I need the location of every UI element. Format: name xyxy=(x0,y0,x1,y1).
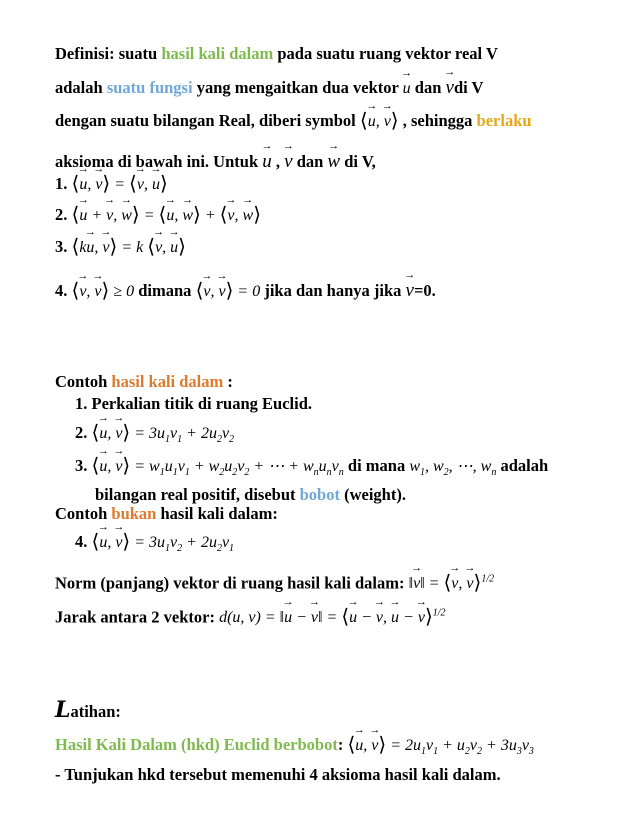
term-bobot: bobot xyxy=(299,485,340,504)
vector-u: → u xyxy=(403,79,411,99)
example-number: 2. xyxy=(75,423,88,442)
axiom-number: 1. xyxy=(55,174,68,193)
axiom-formula: ⟨k→ u, → v⟩ = k ⟨→ v, → u⟩ xyxy=(72,239,186,256)
example-3 xyxy=(75,456,548,483)
example-number: 4. xyxy=(75,532,88,551)
axiom-3 xyxy=(55,237,186,258)
term-bukan: bukan xyxy=(111,504,157,523)
example-formula: ⟨→ u, → v⟩ = $w_1u_1v_1 + w_2u_2v_2$ + ⋯ + $w_nu_nv_n$ xyxy=(92,458,344,475)
example-number: 3. xyxy=(75,456,88,475)
axiom-formula: ⟨→ u, → v⟩ = ⟨→ v, → u⟩ xyxy=(72,176,168,193)
symbol-inner-product: ⟨→ u, → v⟩ xyxy=(360,113,399,130)
text: yang mengaitkan dua vektor xyxy=(192,78,403,97)
definition-line-1 xyxy=(55,44,498,64)
example-formula: ⟨→ u, → v⟩ = $3u_1v_1 + 2u_2v_2$ xyxy=(92,425,235,442)
term-berlaku: berlaku xyxy=(476,111,532,130)
text: Jarak antara 2 vektor: xyxy=(55,607,220,627)
axiom-formula: ⟨→ v, → v⟩ ≥ 0 xyxy=(72,283,135,300)
text: Definisi: suatu xyxy=(55,44,162,63)
text: aksioma di bawah ini. Untuk xyxy=(55,152,263,171)
vector-v: → v xyxy=(446,78,454,98)
example-4 xyxy=(75,532,234,559)
weights: $w_1$, $w_2$, ⋯, $w_n$ xyxy=(409,458,497,479)
example-formula: ⟨→ u, → v⟩ = $3u_1v_2 + 2u_2v_1$ xyxy=(92,534,235,551)
text: adalah xyxy=(55,78,107,97)
decorative-initial: L xyxy=(55,697,71,723)
vector-u: → u xyxy=(262,152,272,172)
text: adalah xyxy=(496,456,549,475)
term-hasil-kali-dalam: hasil kali dalam xyxy=(161,44,274,63)
text: dan xyxy=(292,152,328,171)
axiom-formula-zero: ⟨→ v, → v⟩ = 0 xyxy=(196,283,261,300)
axiom-4 xyxy=(55,281,436,302)
text: dengan suatu bilangan Real, diberi symbol xyxy=(55,111,360,130)
exercise-task xyxy=(55,765,501,785)
axiom-formula: ⟨→ u + → v, → w⟩ = ⟨→ u, → w⟩ + ⟨→ v, → w⟩ xyxy=(72,207,262,224)
text: =0. xyxy=(413,281,436,300)
norm-line xyxy=(55,570,494,594)
text: di V, xyxy=(340,152,376,171)
text: jika dan hanya jika xyxy=(260,281,406,300)
example-1 xyxy=(75,394,312,414)
text: dimana xyxy=(134,281,196,300)
exercise-formula: ⟨→ u, → v⟩ = $2u_1v_1 + u_2v_2 + 3u_3v_3$ xyxy=(347,737,533,754)
text: : xyxy=(337,735,344,754)
text: (weight). xyxy=(339,485,406,504)
text: : xyxy=(223,372,233,391)
text: 1. Perkalian titik di ruang Euclid. xyxy=(75,394,312,413)
vector-w: → w xyxy=(327,152,340,172)
text: hasil kali dalam: xyxy=(156,504,278,523)
example-3-cont xyxy=(95,485,406,505)
axiom-2 xyxy=(55,205,261,226)
exercise-title xyxy=(55,697,121,723)
text: bilangan real positif, disebut xyxy=(95,485,300,504)
term-hasil-kali-dalam: hasil kali dalam xyxy=(111,372,224,391)
text: Contoh xyxy=(55,504,112,523)
definition-line-3 xyxy=(55,111,532,132)
text: Contoh xyxy=(55,372,112,391)
norm-formula: ‖→ v‖ = ⟨→ v, → v⟩$^{1/2}$ xyxy=(409,575,495,592)
distance-formula: d(u, v) = ‖→ u − → v‖ = ⟨→ u − → v, → u − → v⟩$^{1/2}$ xyxy=(219,609,445,626)
text: pada suatu ruang vektor real V xyxy=(273,44,498,63)
text: di V xyxy=(453,78,484,97)
text: , sehingga xyxy=(398,111,477,130)
distance-line xyxy=(55,604,446,628)
definition-line-4: aksioma di bawah ini. Untuk → u , → v dan → w di V, xyxy=(55,152,376,172)
text: di mana xyxy=(343,456,410,475)
examples-title xyxy=(55,372,233,392)
axiom-1 xyxy=(55,174,168,195)
axiom-number: 4. xyxy=(55,281,68,300)
vector-v: → v xyxy=(284,152,292,172)
term-suatu-fungsi: suatu fungsi xyxy=(106,78,193,97)
text: atihan: xyxy=(70,702,121,721)
axiom-number: 2. xyxy=(55,205,68,224)
vector-v: → v xyxy=(406,281,414,301)
definition-line-2 xyxy=(55,78,483,99)
text: Norm (panjang) vektor di ruang hasil kali dalam: xyxy=(55,573,409,593)
text: dan xyxy=(410,78,446,97)
axiom-number: 3. xyxy=(55,237,68,256)
text: - Tunjukan hkd tersebut memenuhi 4 aksioma hasil kali dalam. xyxy=(55,765,501,784)
exercise-hkd-line xyxy=(55,735,534,762)
non-example-title xyxy=(55,504,278,524)
term-hkd-euclid-berbobot: Hasil Kali Dalam (hkd) Euclid berbobot xyxy=(55,735,338,754)
